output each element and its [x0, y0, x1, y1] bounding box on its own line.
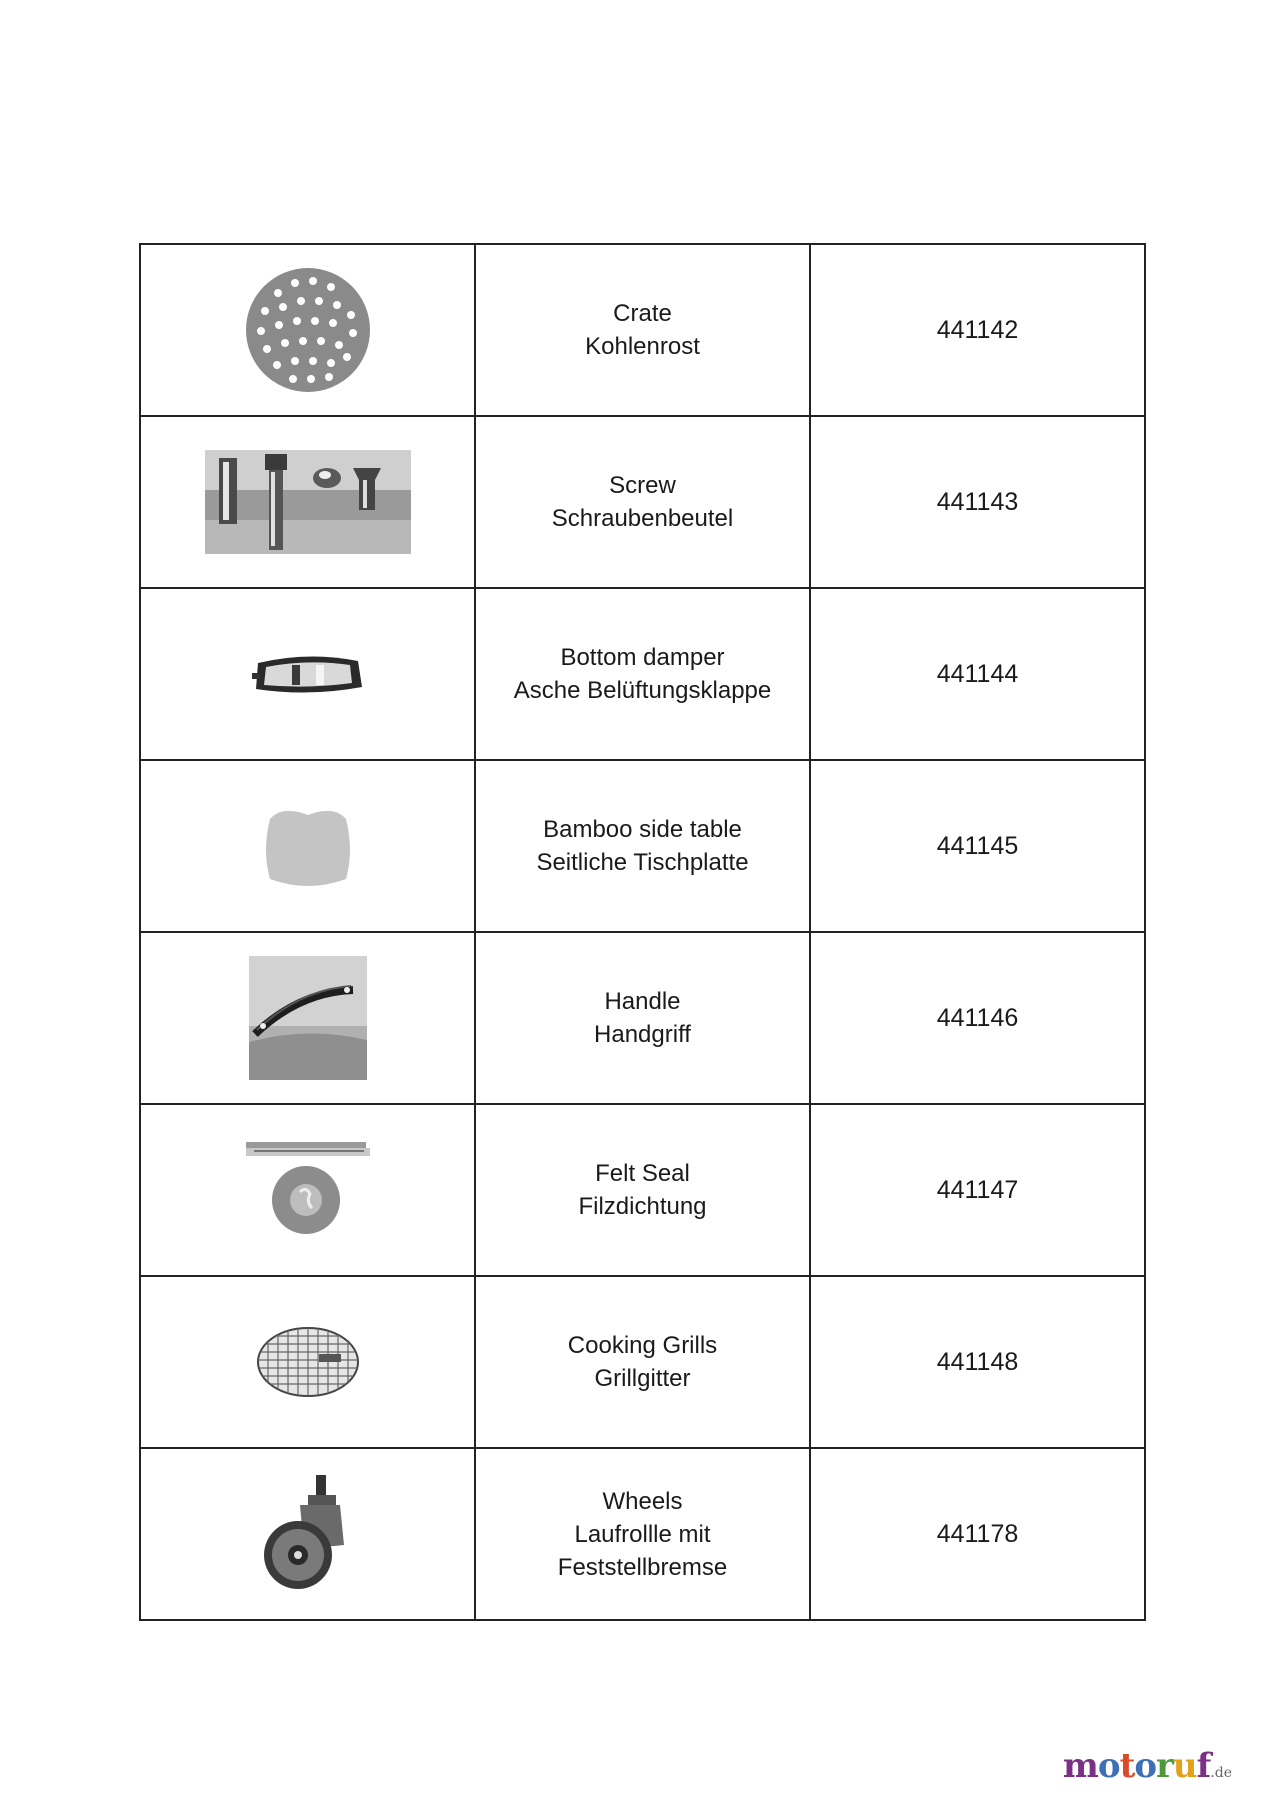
part-name-en: Bamboo side table	[543, 816, 742, 843]
part-name-de: Schraubenbeutel	[551, 505, 734, 532]
part-number: 441148	[810, 1276, 1145, 1448]
part-name-de: Grillgitter	[594, 1365, 691, 1392]
table-row	[140, 932, 1145, 1104]
screw-bag-icon	[205, 450, 411, 554]
part-description-cell	[475, 760, 810, 932]
part-name-en: Handle	[604, 988, 681, 1015]
logo-letter: m	[1062, 1746, 1098, 1786]
part-name-en: Wheels	[602, 1487, 683, 1515]
part-name-de: Asche Belüftungsklappe	[513, 677, 772, 704]
part-name-de: Seitliche Tischplatte	[536, 849, 749, 876]
part-name-de: Kohlenrost	[585, 333, 700, 360]
logo-letter: u	[1172, 1746, 1197, 1786]
part-image-cell	[140, 416, 475, 588]
part-description-cell	[475, 1104, 810, 1276]
part-image-cell	[140, 1448, 475, 1620]
part-image-cell	[140, 1104, 475, 1276]
part-description-cell	[475, 1448, 810, 1620]
handle-icon	[249, 956, 367, 1080]
table-row	[140, 1448, 1145, 1620]
part-number: 441142	[810, 244, 1145, 416]
part-name-en: Felt Seal	[595, 1160, 690, 1187]
table-row	[140, 1104, 1145, 1276]
table-row	[140, 416, 1145, 588]
logo-suffix: .de	[1210, 1765, 1232, 1781]
part-image-cell	[140, 244, 475, 416]
part-number: 441146	[810, 932, 1145, 1104]
cooking-grill-icon	[253, 1322, 363, 1402]
logo-letter: o	[1097, 1746, 1120, 1786]
part-name-de: Laufrollle mit	[574, 1520, 711, 1548]
part-image-cell	[140, 932, 475, 1104]
table-row	[140, 1276, 1145, 1448]
part-image-cell	[140, 588, 475, 760]
bottom-damper-icon	[252, 653, 364, 695]
part-name-de: Filzdichtung	[578, 1193, 707, 1220]
logo-letter: o	[1134, 1746, 1156, 1786]
parts-table	[139, 243, 1146, 1621]
part-number: 441144	[810, 588, 1145, 760]
part-name-en: Bottom damper	[560, 644, 725, 671]
logo-letter: f	[1196, 1746, 1211, 1786]
part-number: 441178	[810, 1448, 1145, 1620]
part-name-en: Cooking Grills	[567, 1332, 718, 1359]
side-table-icon	[260, 801, 356, 891]
part-number: 441145	[810, 760, 1145, 932]
part-description-cell	[475, 1276, 810, 1448]
part-name-en: Crate	[613, 300, 672, 327]
part-description-cell	[475, 244, 810, 416]
table-row	[140, 588, 1145, 760]
logo-letter: r	[1156, 1746, 1173, 1786]
table-row	[140, 244, 1145, 416]
part-number: 441143	[810, 416, 1145, 588]
part-description-cell	[475, 932, 810, 1104]
table-row	[140, 760, 1145, 932]
logo-letter: t	[1119, 1746, 1135, 1786]
charcoal-grate-icon	[243, 265, 373, 395]
part-number: 441147	[810, 1104, 1145, 1276]
part-description-cell	[475, 588, 810, 760]
part-description-cell	[475, 416, 810, 588]
part-name-de-2: Feststellbremse	[557, 1553, 728, 1581]
part-name-en: Screw	[609, 472, 676, 499]
part-name-de: Handgriff	[594, 1021, 691, 1048]
wheel-icon	[260, 1475, 356, 1593]
motoruf-logo	[1063, 1746, 1232, 1786]
felt-seal-icon	[246, 1142, 370, 1238]
part-image-cell	[140, 760, 475, 932]
part-image-cell	[140, 1276, 475, 1448]
